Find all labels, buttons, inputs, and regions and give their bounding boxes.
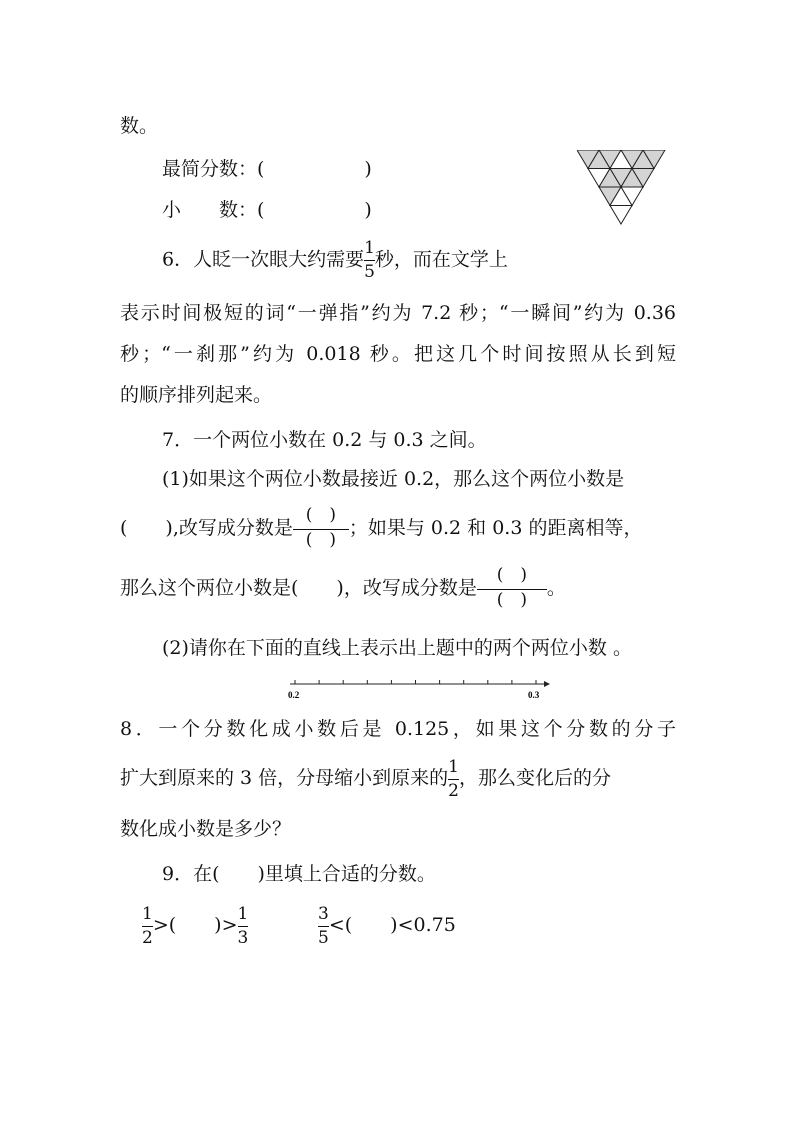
q6-text-a: 6．人眨一次眼大约需要 (162, 248, 365, 271)
decimal-close: ) (364, 199, 372, 221)
q8-line2 (120, 756, 611, 800)
q7-fraction-blank-1[interactable] (293, 504, 349, 552)
simplest-fraction-close: ) (364, 158, 372, 180)
decimal-label: 小 数：( (162, 199, 265, 221)
fraction-bar (238, 926, 249, 927)
fraction-bar (364, 260, 375, 261)
q6-frac-denominator: 5 (364, 262, 375, 282)
q9-e1-fraction-left (142, 903, 153, 948)
frac-denominator: 5 (318, 927, 329, 948)
q8-line2-a: 扩大到原来的 3 倍，分母缩小到原来的 (120, 767, 449, 789)
q8-fraction (448, 756, 459, 801)
q6-frac-numerator: 1 (364, 238, 375, 258)
q7-line4 (120, 566, 566, 612)
q6-line2: 表示时间极短的词“一弹指”约为 7.2 秒；“一瞬间”约为 0.36 (120, 302, 676, 324)
blank-denominator: ( ) (305, 529, 336, 550)
q6-line4: 的顺序排列起来。 (120, 384, 273, 406)
simplest-fraction-row (162, 157, 372, 181)
q8-frac-denominator: 2 (448, 780, 459, 801)
blank-numerator: ( ) (496, 564, 527, 585)
q7-line1: 7．一个两位小数在 0.2 与 0.3 之间。 (162, 429, 487, 451)
q9-e2-middle[interactable]: <( )<0.75 (328, 914, 456, 936)
number-line[interactable] (286, 674, 552, 702)
q9-e2-fraction (318, 903, 329, 948)
q7-line2: (1)如果这个两位小数最接近 0.2，那么这个两位小数是 (162, 468, 625, 490)
q8-line1: 8．一个分数化成小数后是 0.125，如果这个分数的分子 (120, 718, 676, 740)
fraction-bar (142, 926, 153, 927)
q7-line4-a: 那么这个两位小数是( )，改写成分数是 (120, 577, 477, 599)
axis-label-start: 0.2 (288, 690, 300, 700)
q8-line2-b: ，那么变化后的分 (459, 767, 612, 789)
blank-denominator: ( ) (496, 589, 527, 610)
q9-e1-middle[interactable]: >( )> (152, 914, 238, 936)
frac-numerator: 3 (318, 903, 329, 924)
axis-label-end: 0.3 (528, 690, 540, 700)
q7-line3-b: ；如果与 0.2 和 0.3 的距离相等， (348, 517, 643, 539)
q9-line1: 9．在( )里填上合适的分数。 (162, 863, 436, 885)
q7-line3 (120, 506, 642, 552)
simplest-fraction-label: 最简分数：( (162, 158, 265, 180)
arrow-icon (544, 681, 550, 687)
q9-expression-2 (318, 900, 456, 950)
fraction-bar (318, 926, 329, 927)
q8-line3: 数化成小数是多少？ (120, 818, 292, 840)
continued-text: 数。 (120, 115, 159, 137)
triangle-grid-figure (577, 150, 667, 226)
q6-fraction (364, 240, 375, 281)
decimal-row (162, 198, 372, 222)
q9-expression-1 (142, 900, 248, 950)
frac-numerator: 1 (237, 903, 249, 924)
frac-numerator: 1 (142, 903, 153, 924)
q7-line3-a: ( ),改写成分数是 (120, 517, 293, 539)
fraction-bar (448, 779, 459, 780)
q6-text-b: 秒，而在文学上 (374, 248, 508, 271)
triangle-cell (610, 206, 632, 225)
q6-line3: 秒；“一刹那”约为 0.018 秒。把这几个时间按照从长到短 (120, 343, 676, 365)
q8-frac-numerator: 1 (448, 756, 459, 777)
frac-denominator: 3 (237, 927, 249, 948)
q7-line4-b: 。 (546, 577, 566, 599)
q7-fraction-blank-2[interactable] (477, 564, 547, 612)
blank-numerator: ( ) (305, 504, 336, 525)
q7-line5: (2)请你在下面的直线上表示出上题中的两个两位小数 。 (162, 637, 632, 659)
q6-line1 (162, 240, 508, 281)
q9-e1-fraction-right (237, 903, 249, 948)
frac-denominator: 2 (142, 927, 153, 948)
